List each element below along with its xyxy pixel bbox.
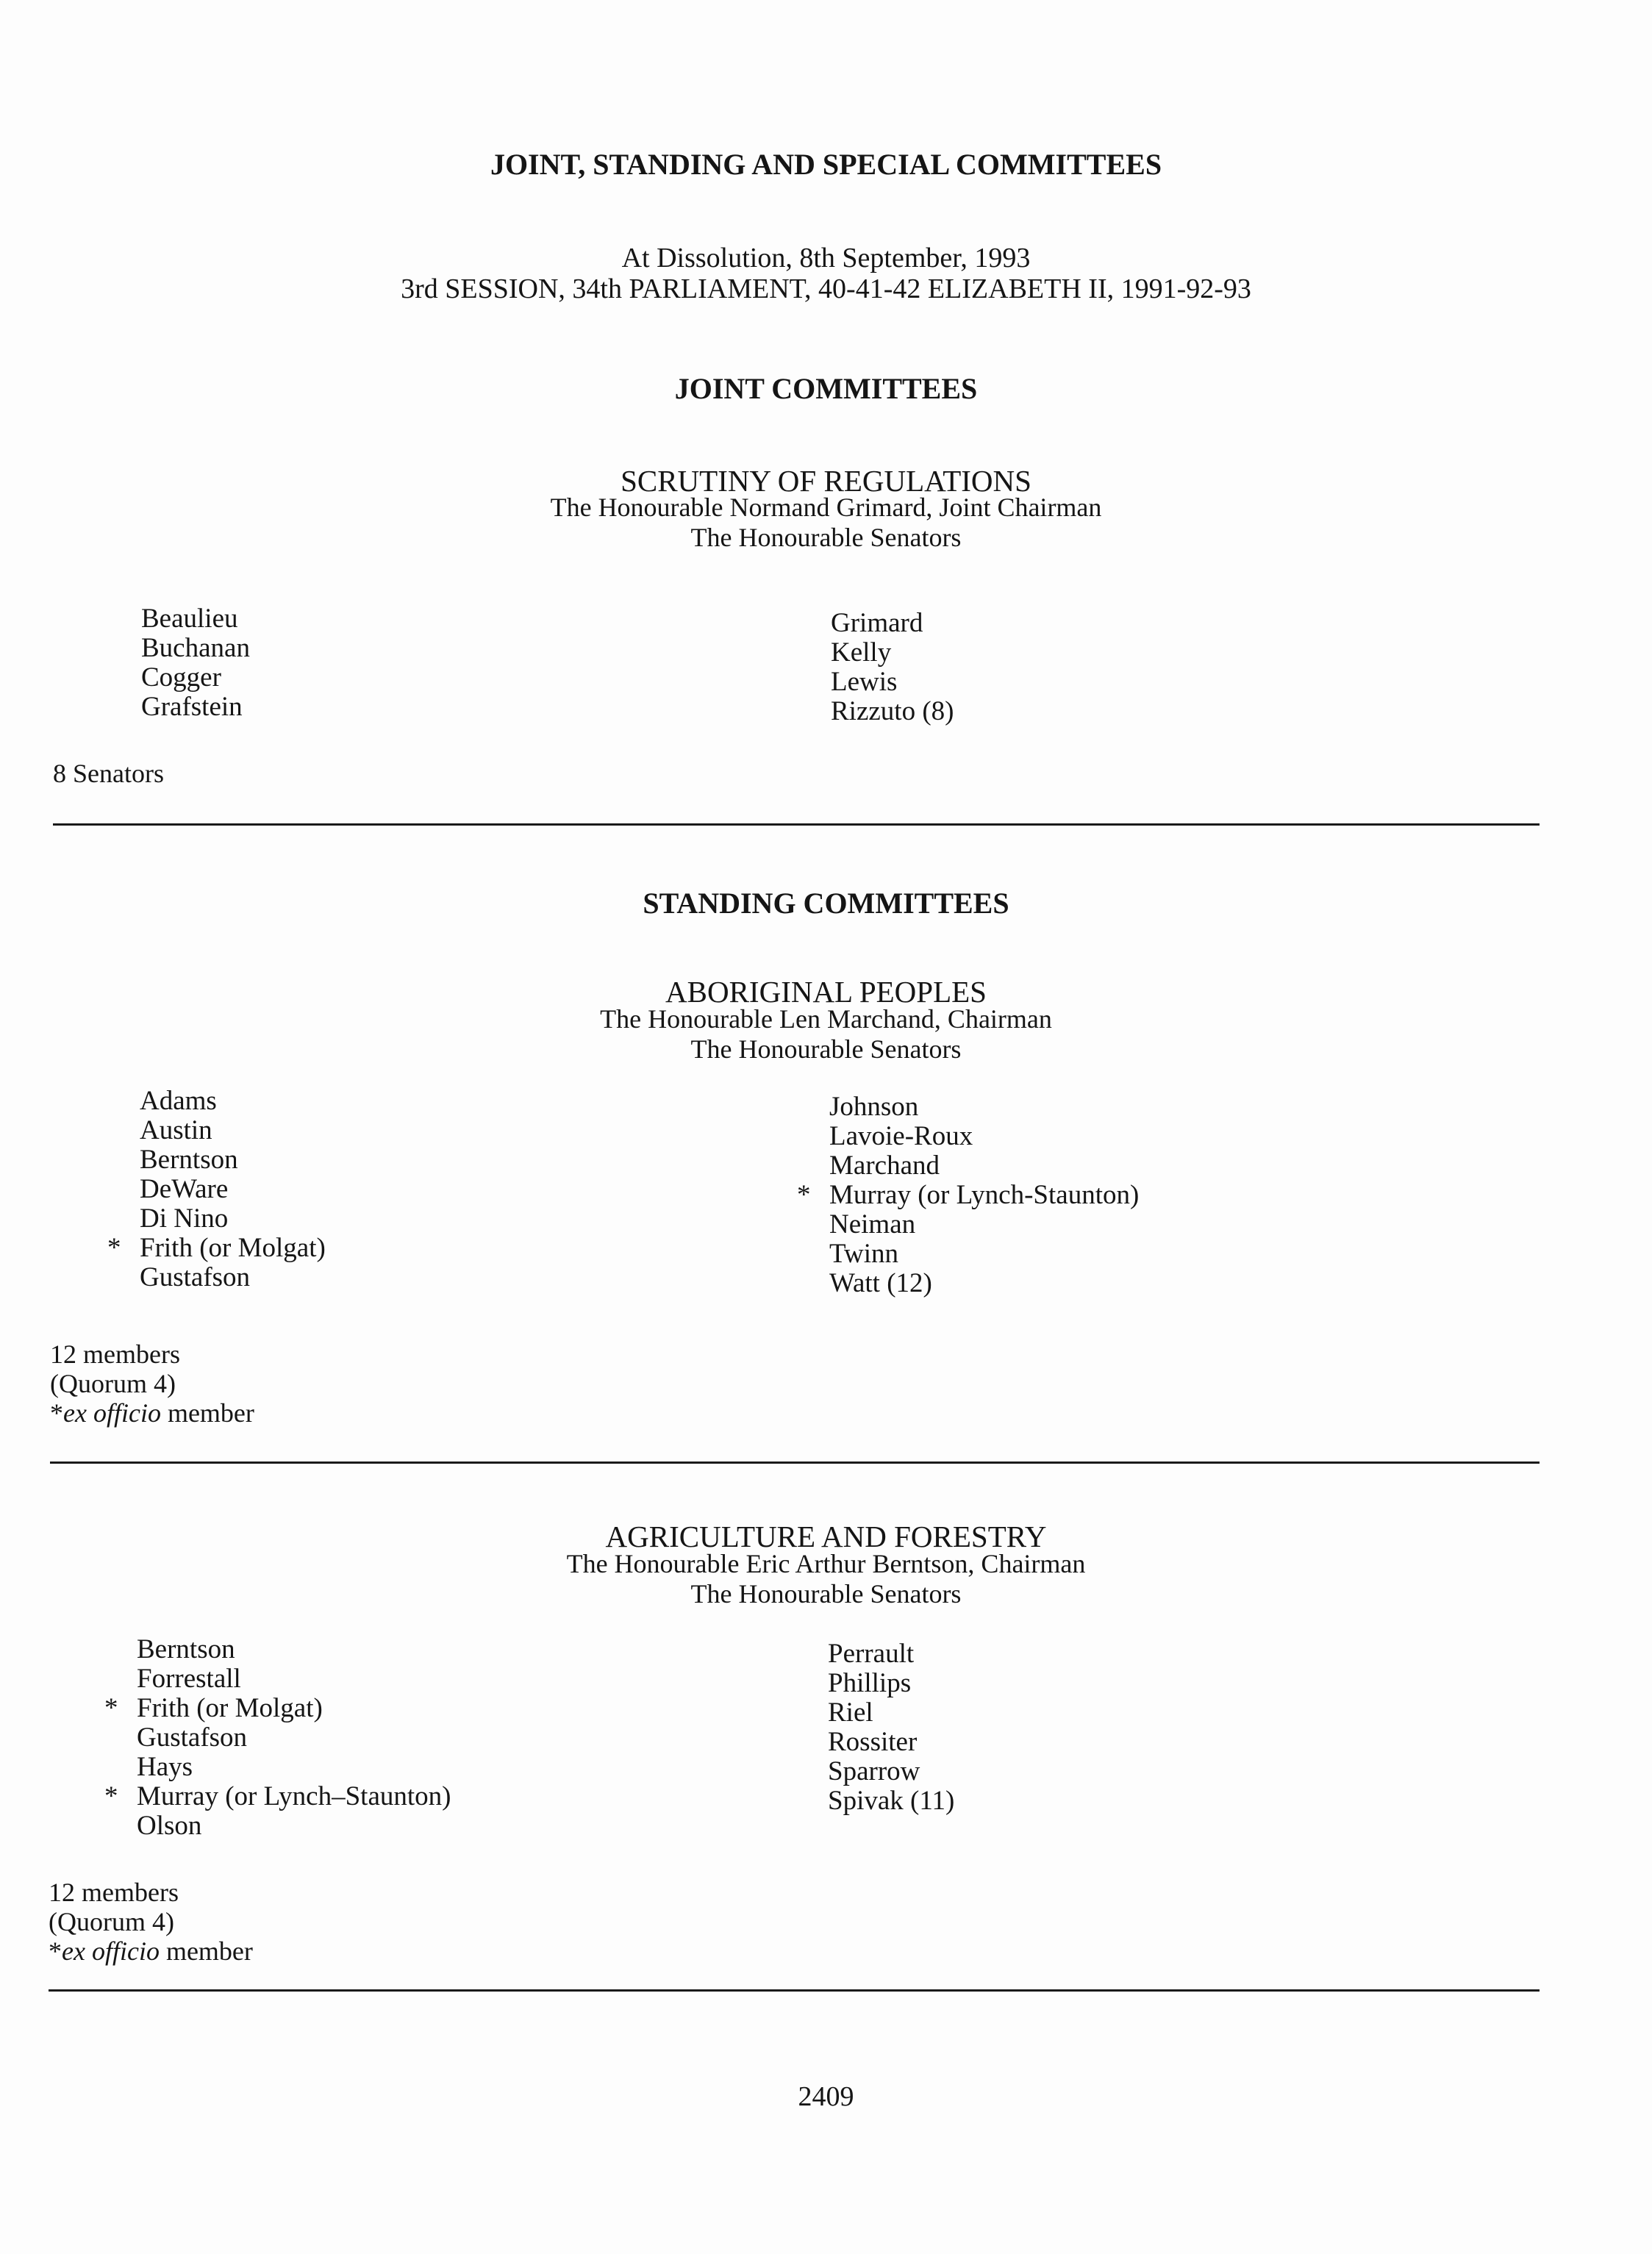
agriculture-count: 12 members xyxy=(49,1878,179,1907)
agriculture-title: AGRICULTURE AND FORESTRY xyxy=(605,1520,1047,1553)
member-name-ex-officio: * Murray (or Lynch-Staunton) xyxy=(797,1180,1140,1210)
aboriginal-chair: The Honourable Len Marchand, Chairman xyxy=(600,1004,1052,1034)
scrutiny-count: 8 Senators xyxy=(53,759,164,788)
member-name: Olson xyxy=(137,1811,202,1841)
member-name: Gustafson xyxy=(140,1262,251,1292)
member-name-ex-officio: * Frith (or Molgat) xyxy=(104,1693,323,1723)
member-name: Grimard xyxy=(831,608,923,638)
aboriginal-members-label: The Honourable Senators xyxy=(690,1034,962,1064)
aboriginal-ex-officio-note: *ex officio member xyxy=(50,1398,254,1428)
member-name: Lavoie-Roux xyxy=(829,1121,973,1151)
member-name: Phillips xyxy=(828,1668,912,1698)
page-number: 2409 xyxy=(798,2081,854,2112)
member-name: Twinn xyxy=(829,1239,899,1269)
member-name: Spivak (11) xyxy=(828,1786,955,1816)
aboriginal-count: 12 members xyxy=(50,1339,180,1369)
ex-officio-marker: * xyxy=(797,1180,811,1210)
member-name: Gustafson xyxy=(137,1722,248,1753)
member-name-ex-officio: * Frith (or Molgat) xyxy=(107,1233,326,1263)
scrutiny-members-left xyxy=(141,604,250,722)
section-divider xyxy=(53,823,1540,826)
member-name: Forrestall xyxy=(137,1664,241,1694)
member-name: Cogger xyxy=(141,662,221,693)
standing-committees-heading: STANDING COMMITTEES xyxy=(643,887,1009,920)
member-name: Hays xyxy=(137,1752,193,1782)
section-divider xyxy=(50,1461,1540,1464)
joint-committees-heading: JOINT COMMITTEES xyxy=(674,372,978,405)
member-name: Neiman xyxy=(829,1209,916,1239)
session-line: 3rd SESSION, 34th PARLIAMENT, 40-41-42 ELIZABETH II, 1991-92-93 xyxy=(401,273,1251,304)
member-name: Sparrow xyxy=(828,1756,920,1786)
dissolution-date: At Dissolution, 8th September, 1993 xyxy=(621,243,1031,273)
member-name-ex-officio: * Murray (or Lynch–Staunton) xyxy=(104,1781,451,1811)
member-name: Austin xyxy=(140,1115,212,1145)
member-name: Lewis xyxy=(831,667,898,697)
agriculture-members-label: The Honourable Senators xyxy=(690,1579,962,1609)
scrutiny-chair: The Honourable Normand Grimard, Joint Chairman xyxy=(550,493,1102,522)
agriculture-members-left xyxy=(104,1634,451,1841)
agriculture-chair: The Honourable Eric Arthur Berntson, Chairman xyxy=(566,1549,1086,1578)
member-name: Buchanan xyxy=(141,633,250,663)
agriculture-members-right xyxy=(828,1639,954,1816)
ex-officio-marker: * xyxy=(104,1781,118,1811)
member-name: Johnson xyxy=(829,1092,919,1122)
member-name: Di Nino xyxy=(140,1203,229,1234)
member-name: Marchand xyxy=(829,1151,940,1181)
scrutiny-members-label: The Honourable Senators xyxy=(690,523,962,552)
member-name: Rossiter xyxy=(828,1727,918,1757)
scrutiny-members-right xyxy=(831,609,954,726)
member-name: Perrault xyxy=(828,1639,915,1669)
scrutiny-title: SCRUTINY OF REGULATIONS xyxy=(621,464,1031,498)
member-name: Kelly xyxy=(831,637,892,668)
ex-officio-marker: * xyxy=(104,1693,118,1723)
member-name: DeWare xyxy=(140,1174,229,1204)
aboriginal-members-right xyxy=(797,1092,1140,1298)
document-title: JOINT, STANDING AND SPECIAL COMMITTEES xyxy=(490,148,1162,181)
member-name: Grafstein xyxy=(141,692,243,722)
aboriginal-title: ABORIGINAL PEOPLES xyxy=(665,975,987,1009)
member-name: Berntson xyxy=(137,1634,235,1664)
member-name: Beaulieu xyxy=(141,604,238,634)
agriculture-ex-officio-note: *ex officio member xyxy=(49,1936,253,1966)
aboriginal-members-left xyxy=(107,1086,326,1292)
member-name: Riel xyxy=(828,1697,873,1728)
member-name: Berntson xyxy=(140,1145,238,1175)
section-divider xyxy=(49,1989,1540,1992)
member-name: Adams xyxy=(140,1086,217,1116)
agriculture-quorum: (Quorum 4) xyxy=(49,1907,174,1936)
member-name: Rizzuto (8) xyxy=(831,696,954,726)
aboriginal-quorum: (Quorum 4) xyxy=(50,1369,176,1398)
ex-officio-marker: * xyxy=(107,1233,121,1263)
member-name: Watt (12) xyxy=(829,1268,932,1298)
